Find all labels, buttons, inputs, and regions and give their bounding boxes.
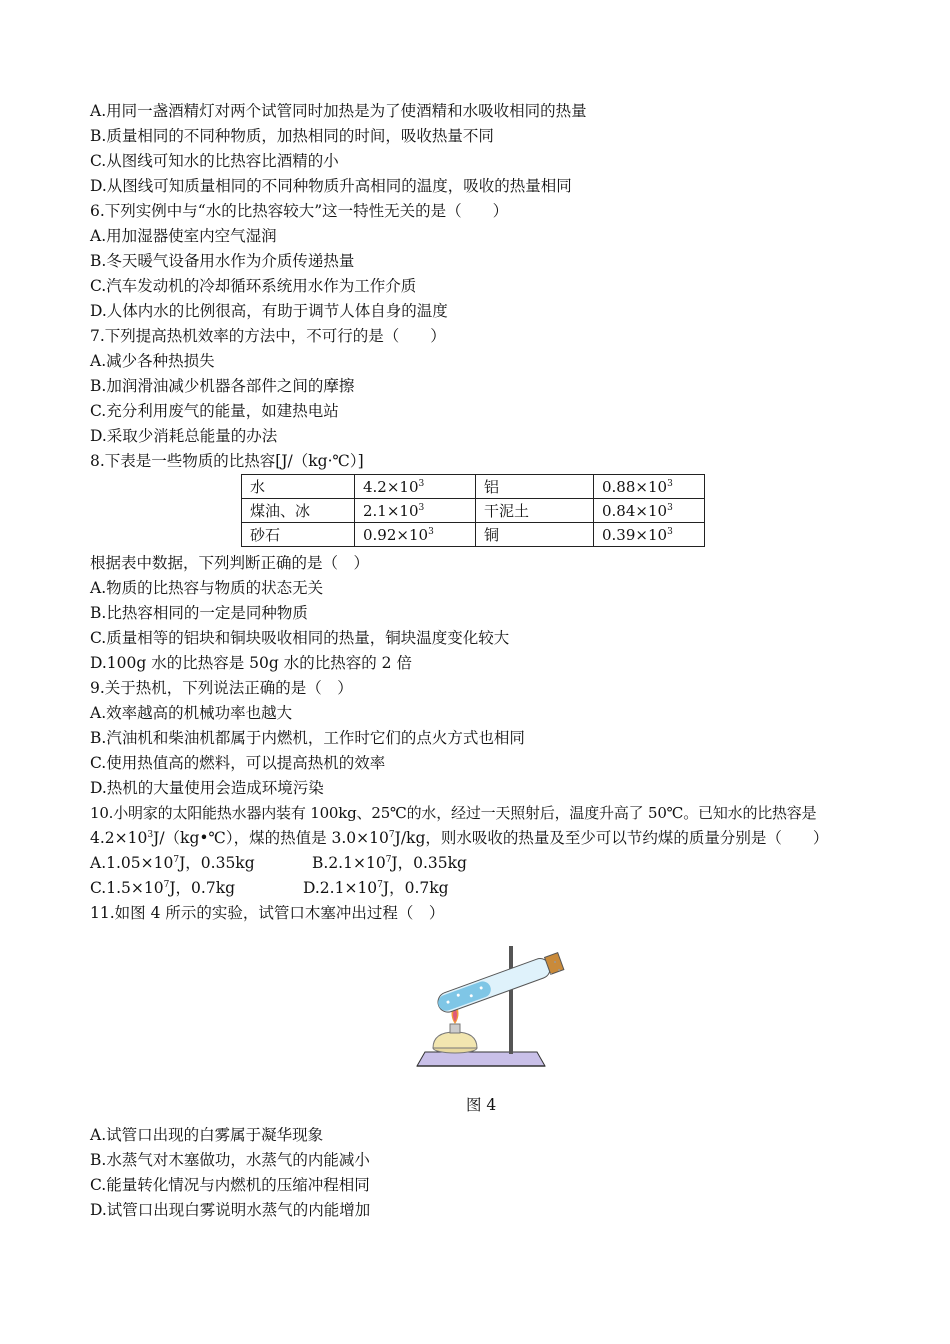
q11-option-c: C.能量转化情况与内燃机的压缩冲程相同 [90, 1176, 370, 1194]
table-cell: $0.92\times 10^3$ [355, 523, 476, 547]
q5-option-d: D.从图线可知质量相同的不同种物质升高相同的温度，吸收的热量相同 [90, 177, 572, 195]
table-cell: 水 [242, 475, 355, 499]
q10-option-a: $A.1.05\times 10^7J$，0.35kg [90, 854, 255, 872]
q6-option-d: D.人体内水的比例很高，有助于调节人体自身的温度 [90, 302, 448, 320]
q6-stem: 6.下列实例中与“水的比热容较大”这一特性无关的是（ ） [90, 202, 509, 220]
q8-stem: 8.下表是一些物质的比热容[J/（kg·℃）] [90, 452, 364, 470]
q10-option-c: $C.1.5\times 10^7J$，0.7kg [90, 879, 236, 897]
q9-option-d: D.热机的大量使用会造成环境污染 [90, 779, 324, 797]
q11-option-d: D.试管口出现白雾说明水蒸气的内能增加 [90, 1201, 371, 1219]
table-cell: $4.2\times 10^3$ [355, 475, 476, 499]
table-cell: $0.88\times 10^3$ [594, 475, 705, 499]
table-cell: 铜 [476, 523, 594, 547]
table-row [242, 499, 705, 523]
q8-option-b: B.比热容相同的一定是同种物质 [90, 604, 308, 622]
table-cell: 砂石 [242, 523, 355, 547]
q9-option-c: C.使用热值高的燃料，可以提高热机的效率 [90, 754, 386, 772]
q6-option-b: B.冬天暖气设备用水作为介质传递热量 [90, 252, 355, 270]
q8-option-c: C.质量相等的铝块和铜块吸收相同的热量，铜块温度变化较大 [90, 629, 510, 647]
q6-option-a: A.用加湿器使室内空气湿润 [90, 227, 277, 245]
q11-stem: 11.如图 4 所示的实验，试管口木塞冲出过程（ ） [90, 904, 445, 922]
table-cell: $2.1\times 10^3$ [355, 499, 476, 523]
q7-stem: 7.下列提高热机效率的方法中，不可行的是（ ） [90, 327, 446, 345]
q11-option-a: A.试管口出现的白雾属于凝华现象 [90, 1126, 324, 1144]
q7-option-b: B.加润滑油减少机器各部件之间的摩擦 [90, 377, 355, 395]
figure-caption: 图 4 [466, 1096, 497, 1114]
q9-stem: 9.关于热机，下列说法正确的是（ ） [90, 679, 353, 697]
q7-option-c: C.充分利用废气的能量，如建热电站 [90, 402, 339, 420]
table-row [242, 475, 705, 499]
q10-stem-line2: $4.2\times 10^3J/(kg•℃)$，煤的热值是 $3.0\times 10^7J/kg$，则水吸收的热量及至少可以节约煤的质量分别是（ ） [90, 829, 829, 847]
q10-stem-line1: 10.小明家的太阳能热水器内装有 100kg、25℃的水，经过一天照射后，温度升高了 50℃。已知水的比热容是 [90, 804, 817, 822]
q8-option-d: D.100g 水的比热容是 50g 水的比热容的 2 倍 [90, 654, 412, 672]
q7-option-a: A.减少各种热损失 [90, 352, 215, 370]
q8-prompt: 根据表中数据，下列判断正确的是（ ） [90, 554, 370, 572]
table-cell: $0.84\times 10^3$ [594, 499, 705, 523]
table-cell: $0.39\times 10^3$ [594, 523, 705, 547]
test-tube-experiment-figure [405, 940, 565, 1080]
q10-option-d: $D.2.1\times 10^7J$，0.7kg [303, 879, 449, 897]
q5-option-a: A.用同一盏酒精灯对两个试管同时加热是为了使酒精和水吸收相同的热量 [90, 102, 587, 120]
q8-option-a: A.物质的比热容与物质的状态无关 [90, 579, 324, 597]
table-cell: 煤油、冰 [242, 499, 355, 523]
q5-option-c: C.从图线可知水的比热容比酒精的小 [90, 152, 339, 170]
q11-option-b: B.水蒸气对木塞做功，水蒸气的内能减小 [90, 1151, 370, 1169]
q7-option-d: D.采取少消耗总能量的办法 [90, 427, 278, 445]
q6-option-c: C.汽车发动机的冷却循环系统用水作为工作介质 [90, 277, 417, 295]
q10-option-b: $B.2.1\times 10^7J$，0.35kg [312, 854, 467, 872]
q9-option-a: A.效率越高的机械功率也越大 [90, 704, 293, 722]
q9-option-b: B.汽油机和柴油机都属于内燃机，工作时它们的点火方式也相同 [90, 729, 525, 747]
q5-option-b: B.质量相同的不同种物质，加热相同的时间，吸收热量不同 [90, 127, 494, 145]
table-cell: 铝 [476, 475, 594, 499]
table-row [242, 523, 705, 547]
specific-heat-table [241, 474, 705, 547]
table-cell: 干泥土 [476, 499, 594, 523]
